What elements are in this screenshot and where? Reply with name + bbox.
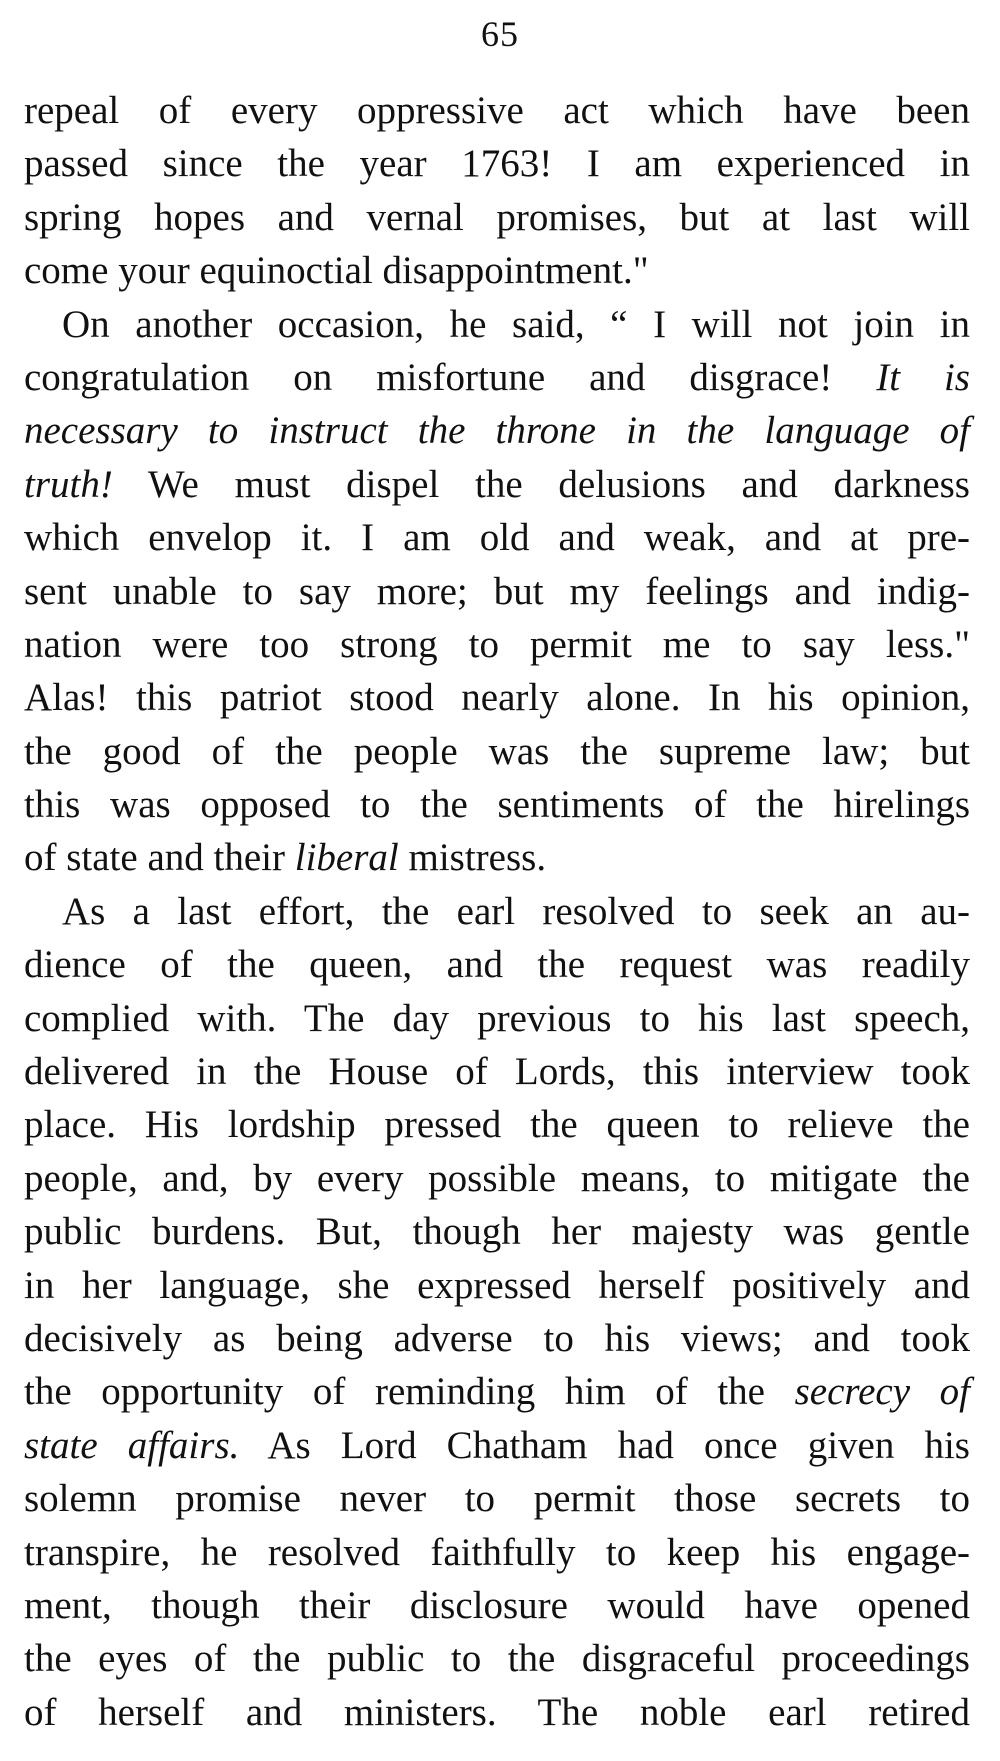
text-run: which envelop it. I am old and weak, and at pre-	[24, 516, 970, 560]
text-run: decisively as being adverse to his views; and took	[24, 1316, 970, 1360]
text-run: place. His lordship pressed the queen to relieve the	[24, 1103, 970, 1147]
text-line	[24, 1098, 970, 1151]
text-line	[24, 404, 970, 457]
text-line	[24, 725, 970, 778]
text-run: of herself and ministers. The noble earl retired	[24, 1690, 970, 1734]
text-line	[24, 511, 970, 564]
text-run: On another occasion, he said, “ I will not join in	[62, 302, 970, 346]
text-run: this was opposed to the sentiments of the hirelings	[24, 783, 970, 827]
text-line	[24, 1632, 970, 1685]
text-run: come your equinoctial disappointment."	[24, 249, 649, 293]
italic-text: truth!	[24, 462, 113, 506]
text-line	[24, 1526, 970, 1579]
text-line	[24, 1686, 970, 1739]
text-line	[24, 1472, 970, 1525]
text-run: congratulation on misfortune and disgrace!	[24, 355, 877, 399]
text-line	[24, 992, 970, 1045]
text-line	[24, 1419, 970, 1472]
text-line	[24, 244, 970, 297]
text-run: ment, though their disclosure would have opened	[24, 1583, 970, 1627]
italic-text: It is	[876, 355, 970, 399]
text-run: complied with. The day previous to his last speech,	[24, 996, 970, 1040]
text-run: transpire, he resolved faithfully to keep his engage-	[24, 1530, 970, 1574]
text-line	[24, 1365, 970, 1418]
text-line	[24, 1045, 970, 1098]
text-line	[24, 1152, 970, 1205]
text-line	[24, 137, 970, 190]
text-line	[24, 351, 970, 404]
text-line	[24, 938, 970, 991]
text-run: nation were too strong to permit me to say less."	[24, 622, 970, 666]
text-line	[24, 298, 970, 351]
text-run: dience of the queen, and the request was readily	[24, 943, 970, 987]
text-line	[24, 191, 970, 244]
text-run: As Lord Chatham had once given his	[239, 1423, 970, 1467]
text-line	[24, 1312, 970, 1365]
text-line	[24, 84, 970, 137]
text-line	[24, 618, 970, 671]
text-run: people, and, by every possible means, to mitigate the	[24, 1156, 970, 1200]
text-run: spring hopes and vernal promises, but at last will	[24, 195, 970, 239]
text-line	[24, 565, 970, 618]
text-line	[24, 885, 970, 938]
text-run: repeal of every oppressive act which have been	[24, 89, 970, 132]
text-run: delivered in the House of Lords, this interview took	[24, 1050, 970, 1094]
text-line	[24, 1259, 970, 1312]
text-run: mistress.	[398, 836, 547, 880]
text-line	[24, 671, 970, 724]
text-run: of state and their	[24, 836, 295, 880]
text-run: sent unable to say more; but my feelings and indig-	[24, 569, 970, 613]
body-text	[24, 84, 970, 1739]
text-run: As a last effort, the earl resolved to seek an au-	[62, 889, 970, 933]
text-line	[24, 1205, 970, 1258]
text-run: solemn promise never to permit those secrets to	[24, 1477, 970, 1521]
text-run: public burdens. But, though her majesty was gentle	[24, 1210, 970, 1254]
italic-text: necessary to instruct the throne in the language of	[24, 409, 970, 453]
text-run: passed since the year 1763! I am experienced in	[24, 142, 970, 186]
text-run: We must dispel the delusions and darkness	[112, 462, 970, 506]
text-run: Alas! this patriot stood nearly alone. In his opinion,	[24, 676, 970, 720]
text-run: the opportunity of reminding him of the	[24, 1370, 795, 1414]
text-line	[24, 1579, 970, 1632]
text-line	[24, 458, 970, 511]
text-run: the good of the people was the supreme law; but	[24, 729, 970, 773]
text-run: the eyes of the public to the disgraceful proceedings	[24, 1637, 970, 1681]
text-line	[24, 831, 970, 884]
text-line	[24, 778, 970, 831]
italic-text: liberal	[294, 836, 399, 880]
text-run: in her language, she expressed herself positively and	[24, 1263, 970, 1307]
page-number: 65	[481, 14, 519, 54]
italic-text: secrecy of	[794, 1370, 971, 1414]
italic-text: state affairs.	[24, 1423, 240, 1467]
